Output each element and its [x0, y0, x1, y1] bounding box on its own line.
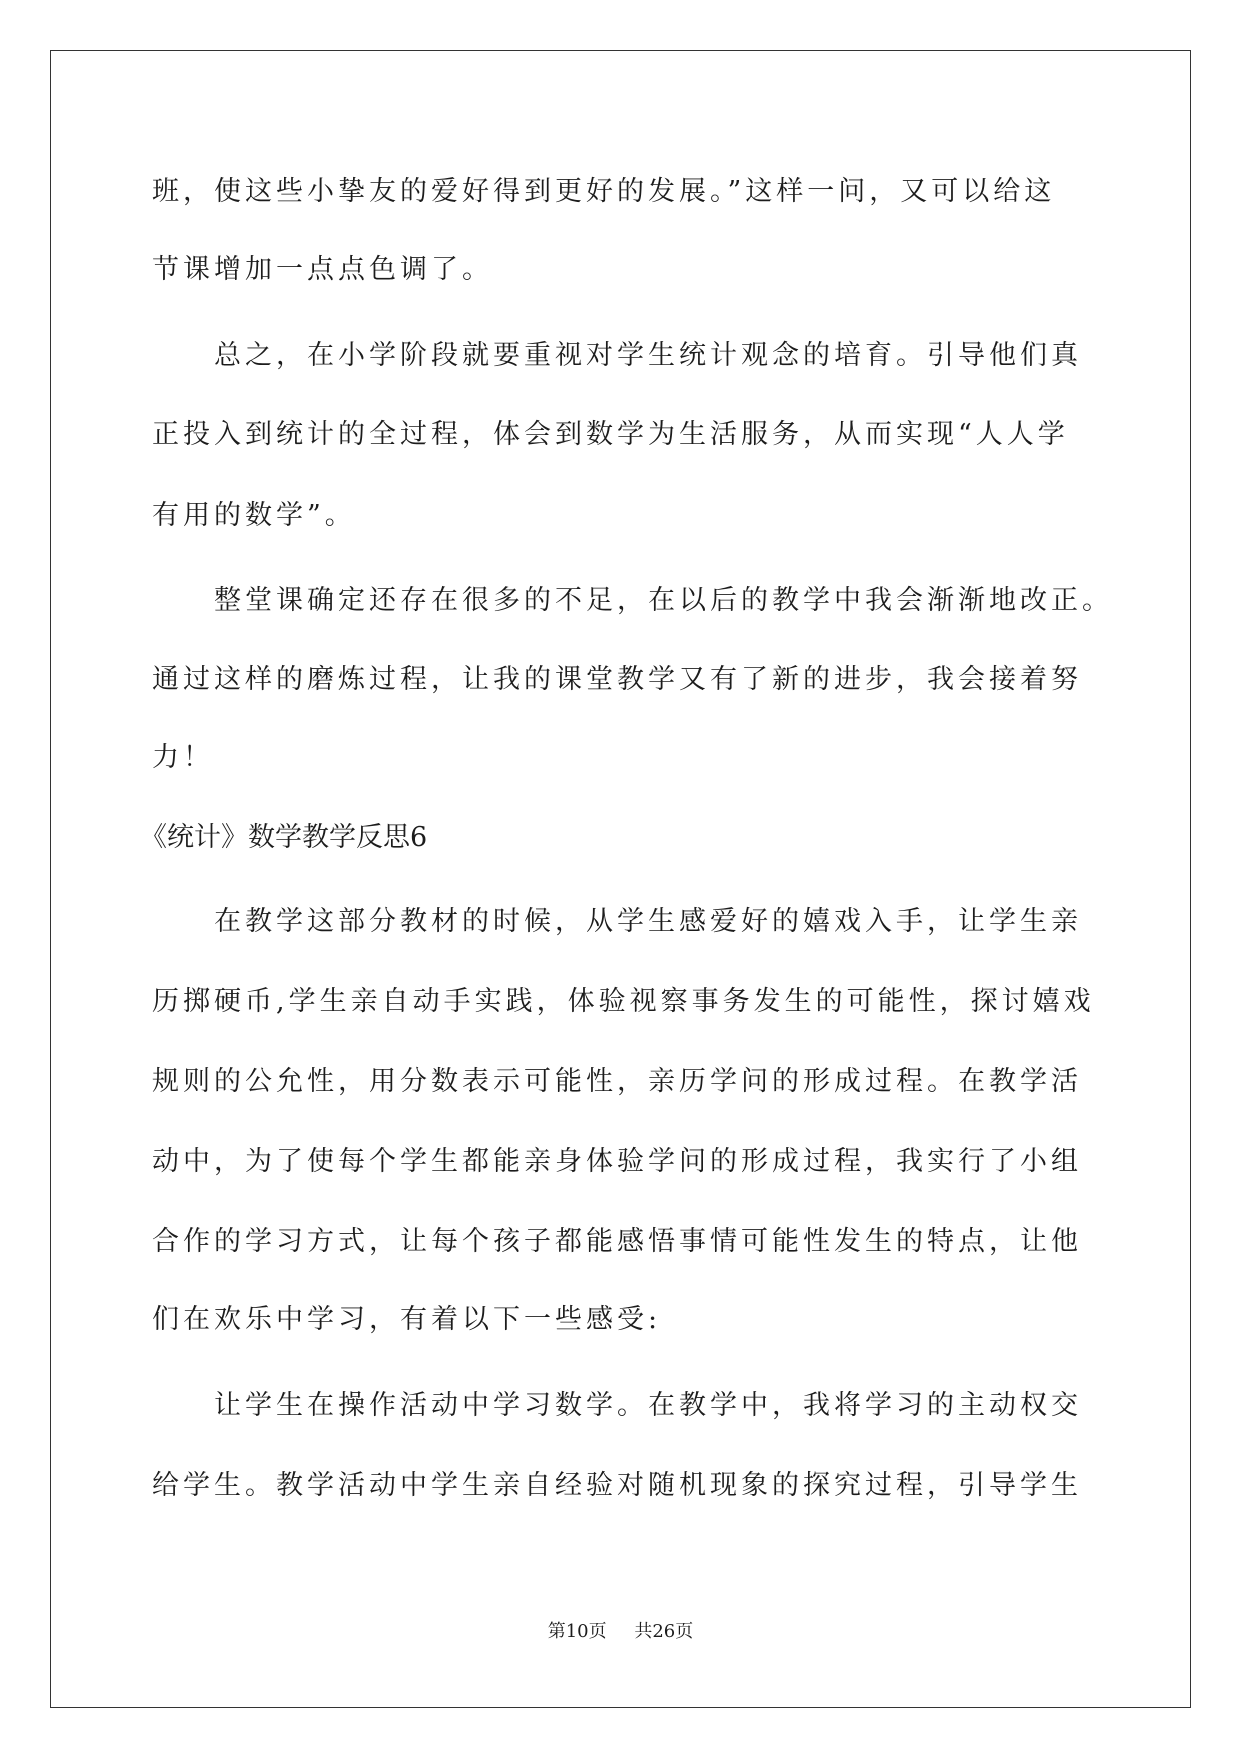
page-number: 第10页	[547, 1621, 607, 1642]
paragraph-line: 正投入到统计的全过程，体会到数学为生活服务，从而实现“人人学	[152, 419, 1069, 450]
paragraph-line: 通过这样的磨炼过程，让我的课堂教学又有了新的进步，我会接着努	[152, 664, 1082, 695]
section-heading: 《统计》数学教学反思6	[140, 822, 428, 853]
paragraph-line: 力！	[152, 742, 214, 773]
paragraph-line: 节课增加一点点色调了。	[152, 254, 493, 285]
paragraph-line: 在教学这部分教材的时候，从学生感爱好的嬉戏入手，让学生亲	[214, 906, 1082, 937]
paragraph-line: 动中，为了使每个学生都能亲身体验学问的形成过程，我实行了小组	[152, 1146, 1082, 1177]
paragraph-line: 整堂课确定还存在很多的不足，在以后的教学中我会渐渐地改正。	[214, 585, 1113, 616]
page-border	[50, 50, 1191, 1708]
paragraph-line: 历掷硬币,学生亲自动手实践，体验视察事务发生的可能性，探讨嬉戏	[152, 986, 1095, 1017]
paragraph-line: 合作的学习方式，让每个孩子都能感悟事情可能性发生的特点，让他	[152, 1226, 1082, 1257]
paragraph-line: 班，使这些小挚友的爱好得到更好的发展。”这样一问，又可以给这	[152, 176, 1056, 207]
paragraph-line: 们在欢乐中学习，有着以下一些感受:	[152, 1304, 662, 1335]
paragraph-line: 有用的数学”。	[152, 500, 356, 531]
paragraph-line: 给学生。教学活动中学生亲自经验对随机现象的探究过程，引导学生	[152, 1470, 1082, 1501]
page-total: 共26页	[634, 1621, 694, 1642]
paragraph-line: 总之，在小学阶段就要重视对学生统计观念的培育。引导他们真	[214, 340, 1082, 371]
paragraph-line: 规则的公允性，用分数表示可能性，亲历学问的形成过程。在教学活	[152, 1066, 1082, 1097]
page-footer	[0, 1620, 1241, 1644]
paragraph-line: 让学生在操作活动中学习数学。在教学中，我将学习的主动权交	[214, 1390, 1082, 1421]
